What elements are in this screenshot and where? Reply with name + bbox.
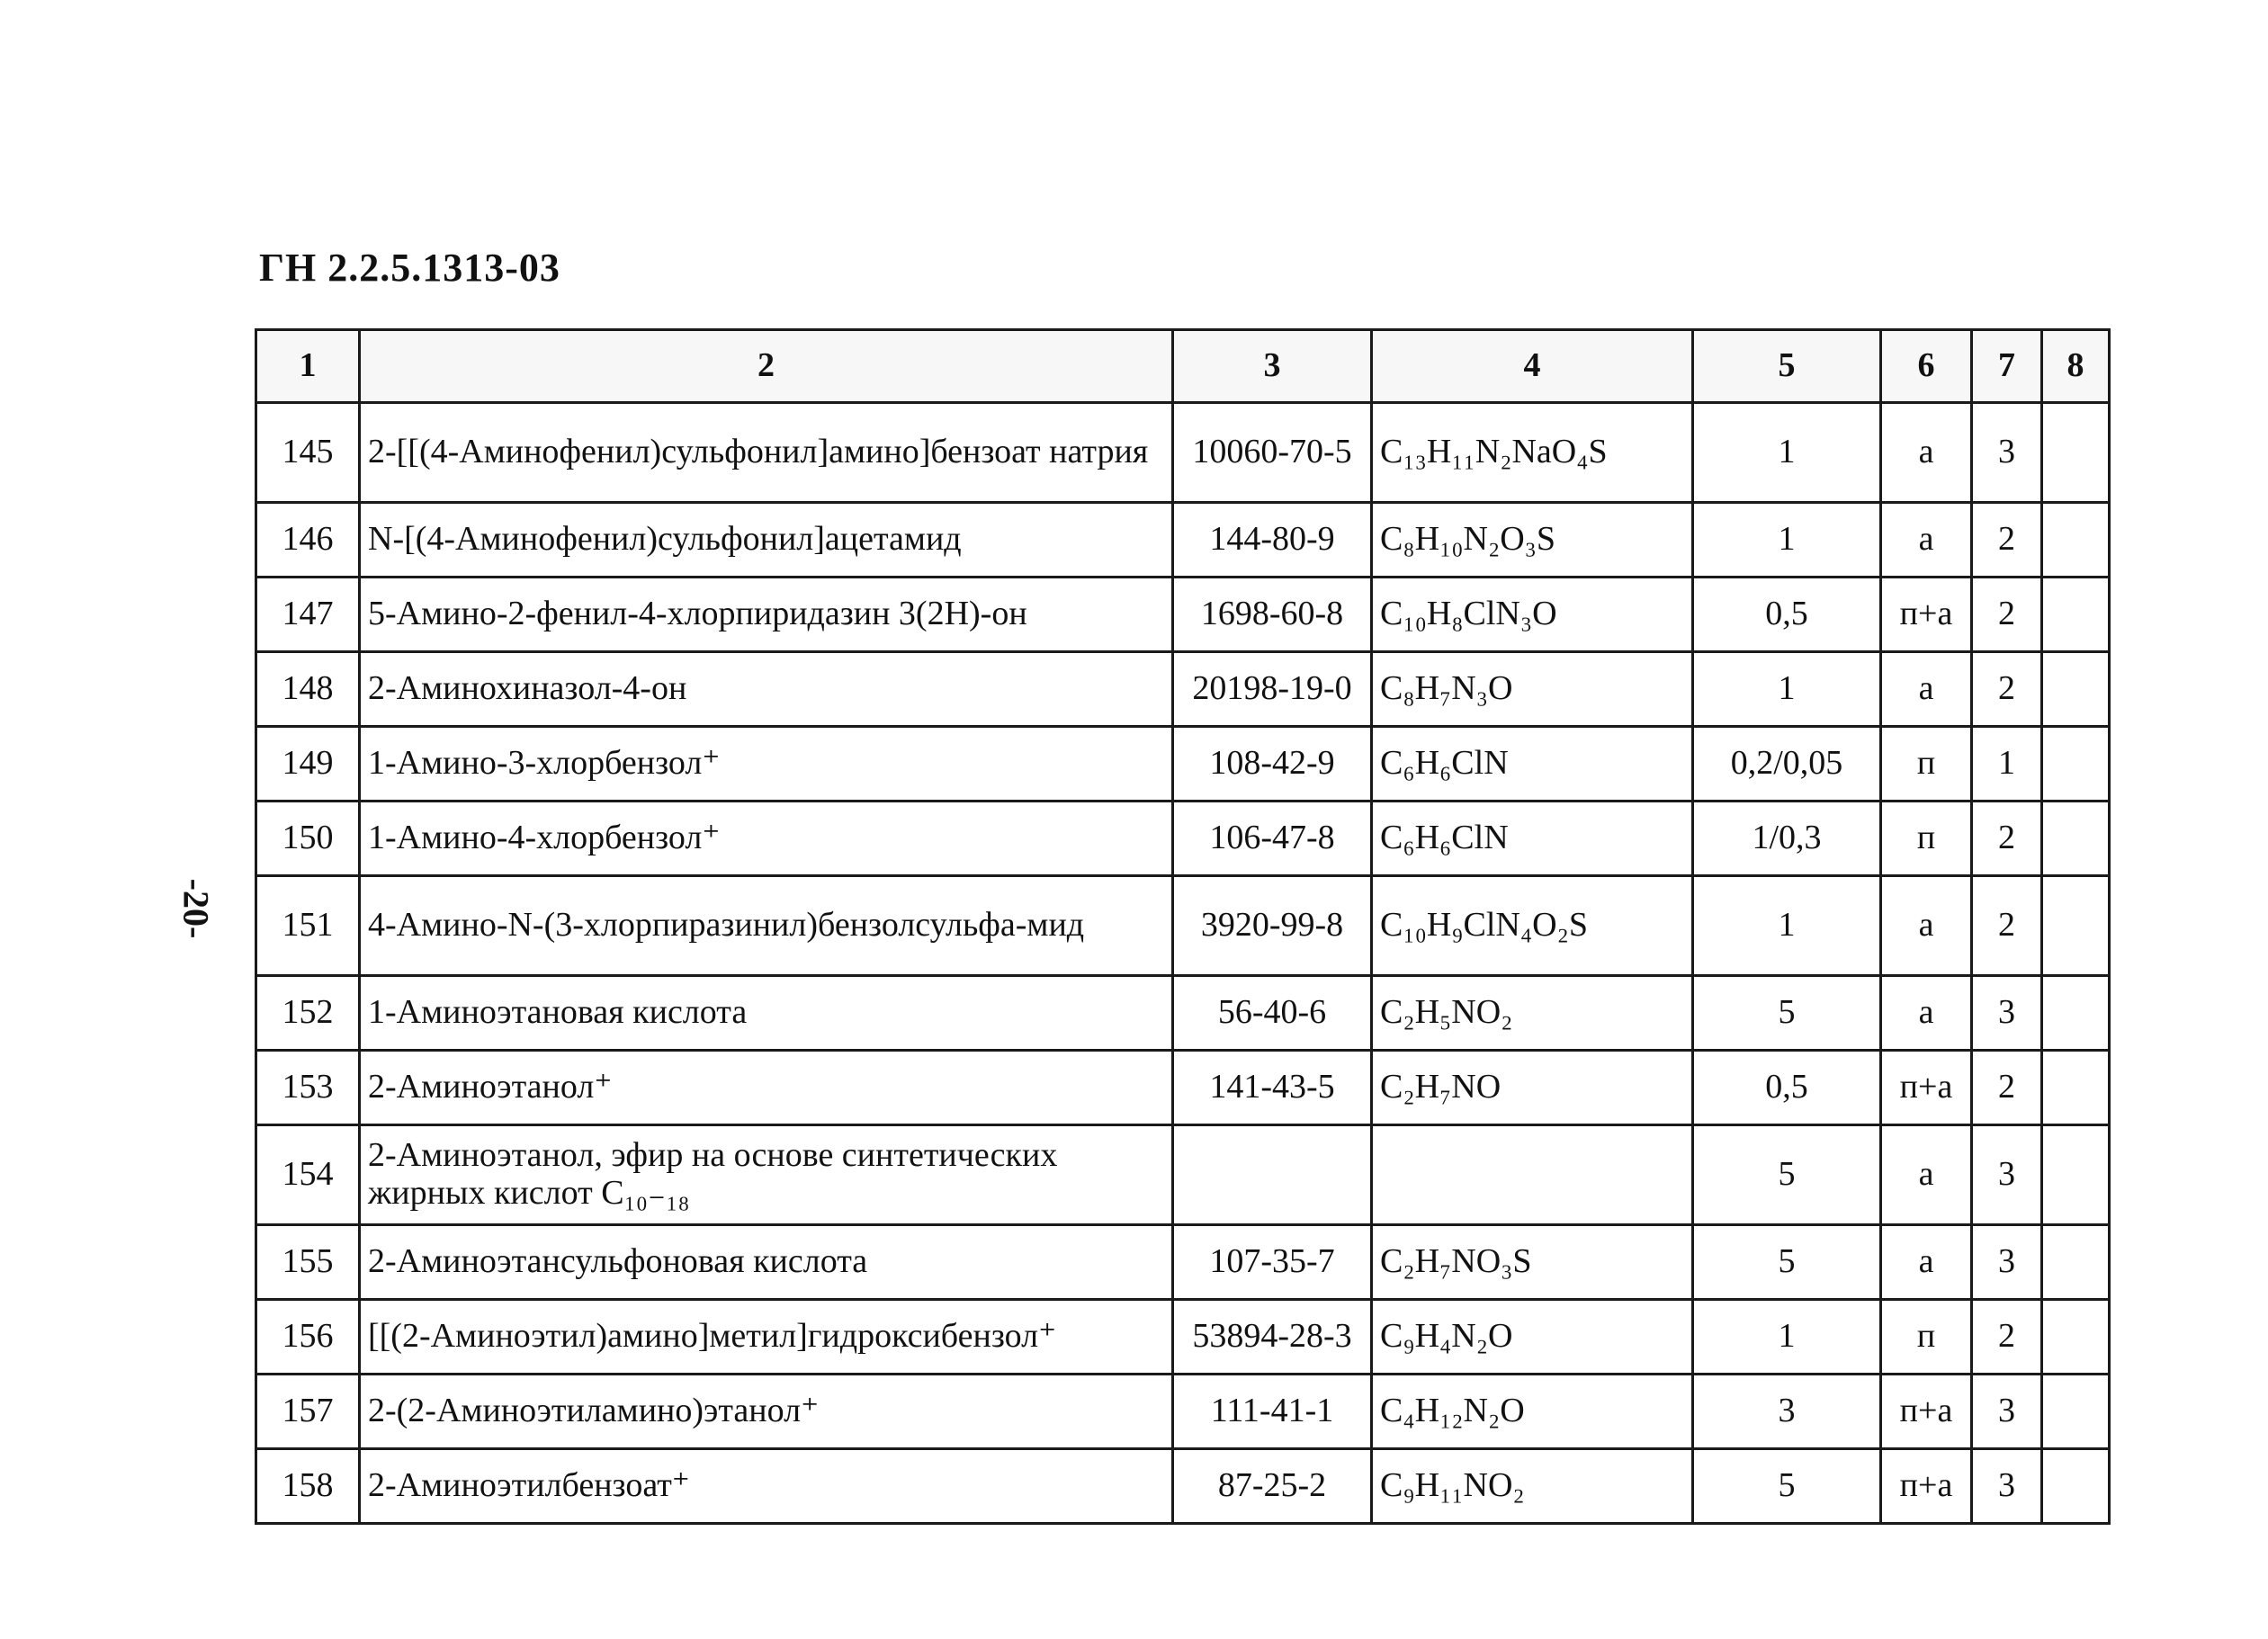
hazard-class: 2 [1972, 1300, 2042, 1375]
table-row [256, 1051, 2110, 1125]
substance-name: N-[(4-Аминофенил)сульфонил]ацетамид [360, 503, 1173, 578]
limit-value: 0,5 [1693, 578, 1881, 652]
chemical-formula: C₈H₇N₃O [1372, 652, 1693, 727]
note-cell [2042, 727, 2110, 802]
chemical-formula: C₈H₁₀N₂O₃S [1372, 503, 1693, 578]
cas-number: 10060-70-5 [1173, 403, 1372, 503]
hazard-class: 2 [1972, 578, 2042, 652]
substance-name: [[(2-Аминоэтил)амино]метил]гидроксибензол⁺ [360, 1300, 1173, 1375]
note-cell [2042, 1449, 2110, 1524]
row-number: 152 [256, 976, 360, 1051]
table-row [256, 578, 2110, 652]
cas-number: 111-41-1 [1173, 1375, 1372, 1449]
limit-value: 5 [1693, 1225, 1881, 1300]
cas-number: 107-35-7 [1173, 1225, 1372, 1300]
aggregate-state: п [1881, 802, 1972, 876]
substance-name: 2-Аминоэтанол⁺ [360, 1051, 1173, 1125]
limit-value: 1 [1693, 652, 1881, 727]
chemical-formula: C₁₀H₉ClN₄O₂S [1372, 876, 1693, 976]
note-cell [2042, 1375, 2110, 1449]
limit-value: 0,5 [1693, 1051, 1881, 1125]
cas-number: 106-47-8 [1173, 802, 1372, 876]
row-number: 157 [256, 1375, 360, 1449]
substance-name: 1-Амино-4-хлорбензол⁺ [360, 802, 1173, 876]
cas-number: 3920-99-8 [1173, 876, 1372, 976]
row-number: 151 [256, 876, 360, 976]
note-cell [2042, 503, 2110, 578]
hazard-class: 2 [1972, 802, 2042, 876]
limit-value: 1/0,3 [1693, 802, 1881, 876]
row-number: 158 [256, 1449, 360, 1524]
chemical-formula [1372, 1125, 1693, 1225]
substance-name: 2-(2-Аминоэтиламино)этанол⁺ [360, 1375, 1173, 1449]
substance-name: 4-Амино-N-(3-хлорпиразинил)бензолсульфа-мид [360, 876, 1173, 976]
note-cell [2042, 1225, 2110, 1300]
note-cell [2042, 652, 2110, 727]
hazard-class: 2 [1972, 876, 2042, 976]
header-col-3: 3 [1173, 330, 1372, 403]
hazard-class: 3 [1972, 403, 2042, 503]
cas-number: 20198-19-0 [1173, 652, 1372, 727]
header-col-1: 1 [256, 330, 360, 403]
table-row [256, 802, 2110, 876]
note-cell [2042, 976, 2110, 1051]
limit-value: 5 [1693, 1449, 1881, 1524]
cas-number: 87-25-2 [1173, 1449, 1372, 1524]
row-number: 148 [256, 652, 360, 727]
substance-name: 5-Амино-2-фенил-4-хлорпиридазин 3(2Н)-он [360, 578, 1173, 652]
header-col-8: 8 [2042, 330, 2110, 403]
table-row [256, 1375, 2110, 1449]
substance-name: 2-Аминоэтанол, эфир на основе синтетических жирных кислот C₁₀₋₁₈ [360, 1125, 1173, 1225]
header-col-6: 6 [1881, 330, 1972, 403]
table-row [256, 1125, 2110, 1225]
hazard-class: 3 [1972, 976, 2042, 1051]
hazard-class: 2 [1972, 1051, 2042, 1125]
hazard-class: 3 [1972, 1225, 2042, 1300]
note-cell [2042, 578, 2110, 652]
row-number: 156 [256, 1300, 360, 1375]
row-number: 147 [256, 578, 360, 652]
aggregate-state: а [1881, 976, 1972, 1051]
header-col-7: 7 [1972, 330, 2042, 403]
note-cell [2042, 1300, 2110, 1375]
aggregate-state: а [1881, 1225, 1972, 1300]
page-number: -20- [175, 878, 217, 939]
aggregate-state: п+а [1881, 1051, 1972, 1125]
hazard-class: 2 [1972, 652, 2042, 727]
hazard-class: 3 [1972, 1449, 2042, 1524]
substance-name: 2-[[(4-Аминофенил)сульфонил]амино]бензоат натрия [360, 403, 1173, 503]
chemical-formula: C₄H₁₂N₂O [1372, 1375, 1693, 1449]
row-number: 154 [256, 1125, 360, 1225]
limit-value: 1 [1693, 503, 1881, 578]
cas-number: 53894-28-3 [1173, 1300, 1372, 1375]
chemical-formula: C₉H₄N₂O [1372, 1300, 1693, 1375]
aggregate-state: а [1881, 876, 1972, 976]
hazard-class: 1 [1972, 727, 2042, 802]
header-col-2: 2 [360, 330, 1173, 403]
chemical-formula: C₂H₇NO [1372, 1051, 1693, 1125]
row-number: 146 [256, 503, 360, 578]
table-row [256, 1225, 2110, 1300]
hazard-class: 2 [1972, 503, 2042, 578]
cas-number: 56-40-6 [1173, 976, 1372, 1051]
document-code: ГН 2.2.5.1313-03 [259, 246, 560, 290]
cas-number: 141-43-5 [1173, 1051, 1372, 1125]
limit-value: 1 [1693, 876, 1881, 976]
note-cell [2042, 403, 2110, 503]
hazard-class: 3 [1972, 1375, 2042, 1449]
aggregate-state: а [1881, 652, 1972, 727]
aggregate-state: п [1881, 1300, 1972, 1375]
chemical-formula: C₁₃H₁₁N₂NaO₄S [1372, 403, 1693, 503]
table-row [256, 1300, 2110, 1375]
chemical-formula: C₆H₆ClN [1372, 727, 1693, 802]
aggregate-state: а [1881, 503, 1972, 578]
chemical-formula: C₂H₇NO₃S [1372, 1225, 1693, 1300]
cas-number: 108-42-9 [1173, 727, 1372, 802]
table-body [256, 403, 2110, 1524]
limit-value: 0,2/0,05 [1693, 727, 1881, 802]
substance-name: 1-Амино-3-хлорбензол⁺ [360, 727, 1173, 802]
note-cell [2042, 1125, 2110, 1225]
limit-value: 3 [1693, 1375, 1881, 1449]
table-row [256, 727, 2110, 802]
aggregate-state: а [1881, 403, 1972, 503]
chemical-formula: C₁₀H₈ClN₃O [1372, 578, 1693, 652]
table-row [256, 503, 2110, 578]
substance-name: 2-Аминоэтансульфоновая кислота [360, 1225, 1173, 1300]
substance-name: 2-Аминохиназол-4-он [360, 652, 1173, 727]
note-cell [2042, 1051, 2110, 1125]
limit-value: 5 [1693, 976, 1881, 1051]
aggregate-state: а [1881, 1125, 1972, 1225]
row-number: 150 [256, 802, 360, 876]
limit-value: 5 [1693, 1125, 1881, 1225]
row-number: 153 [256, 1051, 360, 1125]
table-row [256, 652, 2110, 727]
row-number: 145 [256, 403, 360, 503]
limit-value: 1 [1693, 1300, 1881, 1375]
aggregate-state: п [1881, 727, 1972, 802]
aggregate-state: п+а [1881, 578, 1972, 652]
row-number: 149 [256, 727, 360, 802]
substance-name: 1-Аминоэтановая кислота [360, 976, 1173, 1051]
row-number: 155 [256, 1225, 360, 1300]
note-cell [2042, 802, 2110, 876]
aggregate-state: п+а [1881, 1375, 1972, 1449]
chemical-formula: C₆H₆ClN [1372, 802, 1693, 876]
cas-number [1173, 1125, 1372, 1225]
chemical-formula: C₂H₅NO₂ [1372, 976, 1693, 1051]
substance-name: 2-Аминоэтилбензоат⁺ [360, 1449, 1173, 1524]
chemical-formula: C₉H₁₁NO₂ [1372, 1449, 1693, 1524]
table-row [256, 976, 2110, 1051]
cas-number: 1698-60-8 [1173, 578, 1372, 652]
table-header-row [256, 330, 2110, 403]
cas-number: 144-80-9 [1173, 503, 1372, 578]
hazard-class: 3 [1972, 1125, 2042, 1225]
table-row [256, 1449, 2110, 1524]
table-row [256, 876, 2110, 976]
header-col-4: 4 [1372, 330, 1693, 403]
note-cell [2042, 876, 2110, 976]
limit-value: 1 [1693, 403, 1881, 503]
aggregate-state: п+а [1881, 1449, 1972, 1524]
header-col-5: 5 [1693, 330, 1881, 403]
table-row [256, 403, 2110, 503]
substances-table [255, 328, 2111, 1525]
